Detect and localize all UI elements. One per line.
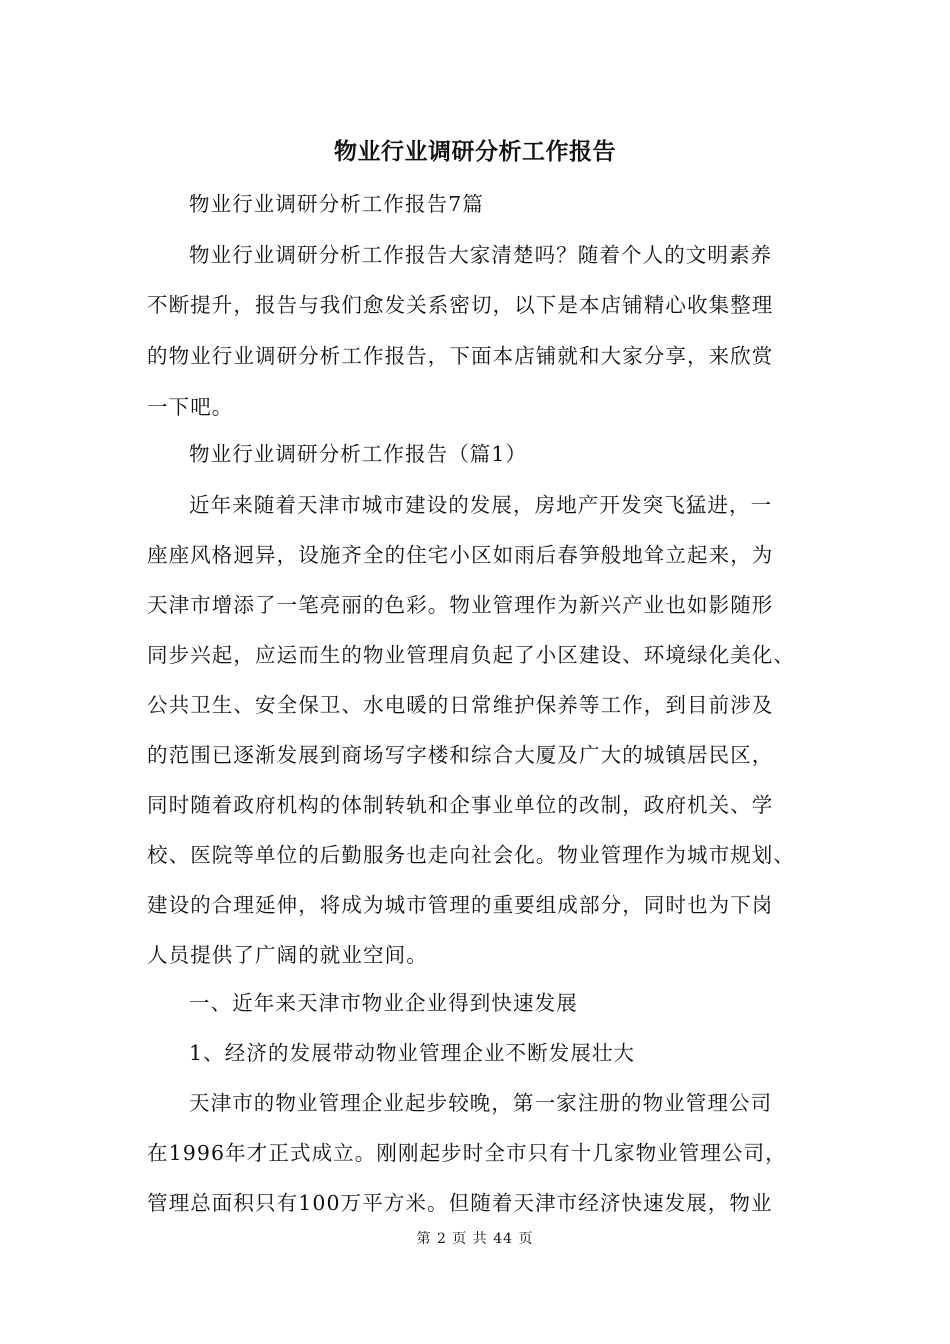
paragraph-line: 校、医院等单位的后勤服务也走向社会化。物业管理作为城市规划、 [147,843,795,867]
paragraph-line: 建设的合理延伸，将成为城市管理的重要组成部分，同时也为下岗 [147,893,774,917]
paragraph-line: 同时随着政府机构的体制转轨和企事业单位的改制，政府机关、学 [147,793,774,817]
paragraph-line: 管理总面积只有100万平方米。但随着天津市经济快速发展，物业 [147,1191,773,1215]
paragraph-line: 同步兴起，应运而生的物业管理肩负起了小区建设、环境绿化美化、 [147,643,795,667]
paragraph-line: 的范围已逐渐发展到商场写字楼和综合大厦及广大的城镇居民区， [147,743,774,767]
page-footer: 第 2 页 共 44 页 [416,1231,534,1247]
paragraph-line: 人员提供了广阔的就业空间。 [147,943,428,967]
section-heading: 一、近年来天津市物业企业得到快速发展 [189,991,578,1015]
paragraph-line: 在1996年才正式成立。刚刚起步时全市只有十几家物业管理公司， [147,1141,787,1165]
paragraph-line: 一下吧。 [147,395,234,419]
paragraph-line: 物业行业调研分析工作报告大家清楚吗？随着个人的文明素养 [189,243,773,267]
paragraph-line: 天津市增添了一笔亮丽的色彩。物业管理作为新兴产业也如影随形 [147,593,774,617]
paragraph-line: 公共卫生、安全保卫、水电暖的日常维护保养等工作，到目前涉及 [147,693,774,717]
paragraph-line: 近年来随着天津市城市建设的发展，房地产开发突飞猛进，一 [189,493,773,517]
subsection-heading: 1、经济的发展带动物业管理企业不断发展壮大 [189,1041,636,1065]
document-title: 物业行业调研分析工作报告 [334,138,616,165]
paragraph-line: 座座风格迥异，设施齐全的住宅小区如雨后春笋般地耸立起来，为 [147,543,774,567]
paragraph-line: 的物业行业调研分析工作报告，下面本店铺就和大家分享，来欣赏 [147,344,774,368]
paragraph-line: 不断提升，报告与我们愈发关系密切，以下是本店铺精心收集整理 [147,293,774,317]
subtitle-line: 物业行业调研分析工作报告7篇 [189,192,484,216]
section-heading: 物业行业调研分析工作报告（篇1） [189,442,528,466]
paragraph-line: 天津市的物业管理企业起步较晚，第一家注册的物业管理公司 [189,1091,773,1115]
